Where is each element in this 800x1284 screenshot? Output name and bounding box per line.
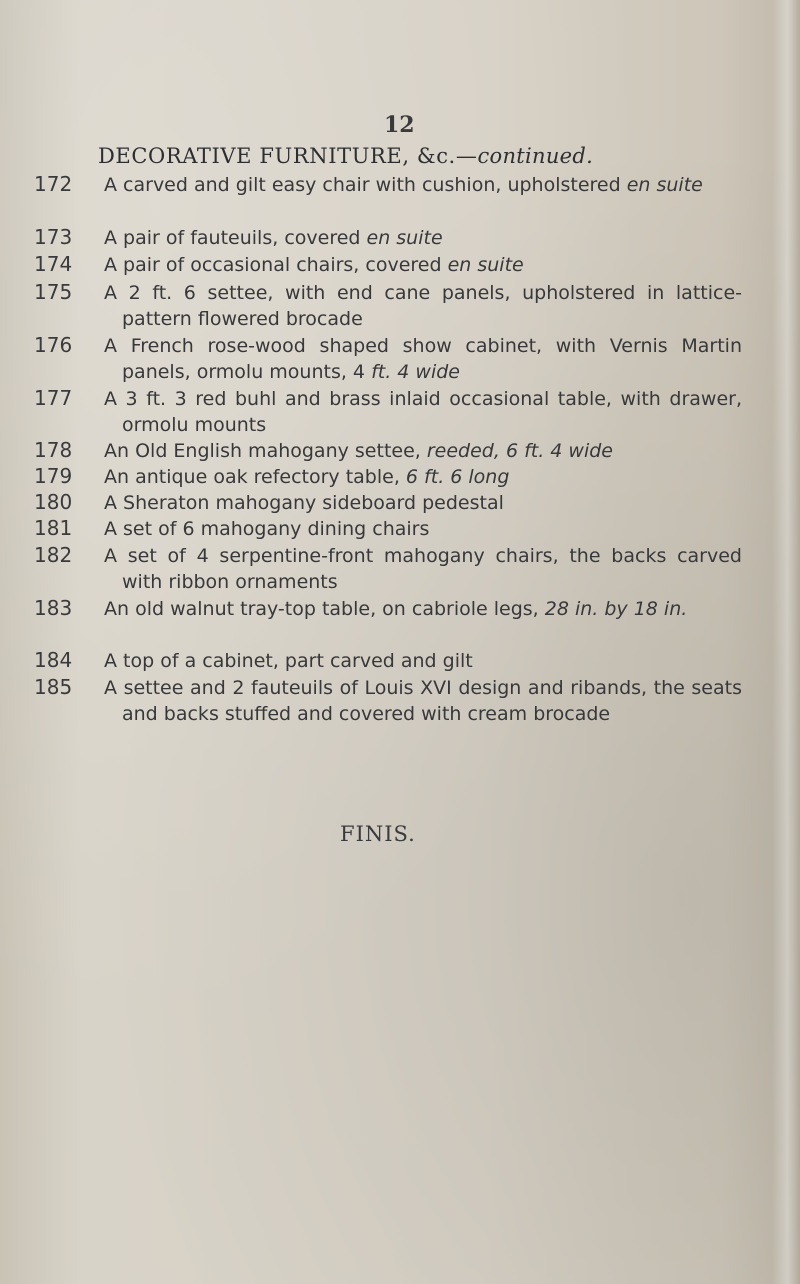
lot-description-italic: ft. 4 wide — [371, 361, 460, 383]
lot-description — [104, 386, 742, 438]
lot-description-text: An Old English mahogany settee, — [104, 440, 427, 462]
lot-description — [104, 543, 742, 595]
lot-description — [104, 333, 742, 385]
heading-title: DECORATIVE FURNITURE, &c.— — [98, 144, 478, 168]
lot-description — [104, 280, 742, 332]
lot-number: 184 — [34, 648, 73, 672]
lot-description-text: An antique oak refectory table, — [104, 466, 406, 488]
lot-number: 178 — [34, 438, 73, 462]
lot-number: 175 — [34, 280, 73, 304]
lot-description-text: A top of a cabinet, part carved and gilt — [104, 650, 473, 672]
lot-description-text: A French rose-wood shaped show cabinet, with Vernis Martin panels, ormolu mounts, 4 — [104, 335, 742, 383]
lot-number: 174 — [34, 252, 73, 276]
lot-description — [104, 438, 742, 464]
lot-number: 179 — [34, 464, 73, 488]
lot-description — [104, 675, 742, 727]
lot-description-text: A settee and 2 fauteuils of Louis XVI design and ribands, the seats and backs stuffed and covered with cream brocade — [104, 677, 742, 725]
lot-number: 183 — [34, 596, 73, 620]
lot-description-text: A 2 ft. 6 settee, with end cane panels, upholstered in lattice-pattern flowered brocade — [104, 282, 742, 330]
lot-description-text: An old walnut tray-top table, on cabriole legs, — [104, 598, 545, 620]
lot-description — [104, 596, 742, 622]
lot-description-text: A 3 ft. 3 red buhl and brass inlaid occasional table, with drawer, ormolu mounts — [104, 388, 742, 436]
lot-number: 185 — [34, 675, 73, 699]
lot-description — [104, 490, 742, 516]
lot-number: 181 — [34, 516, 73, 540]
lot-description-text: A carved and gilt easy chair with cushion, upholstered — [104, 174, 627, 196]
lot-number: 180 — [34, 490, 73, 514]
lot-description-italic: 6 ft. 6 long — [405, 466, 510, 488]
lot-description-italic: en suite — [626, 174, 703, 196]
heading-continued: continued. — [477, 144, 594, 168]
lot-number: 177 — [34, 386, 73, 410]
lot-number: 176 — [34, 333, 73, 357]
lot-description — [104, 252, 742, 278]
lot-number: 173 — [34, 225, 73, 249]
lot-description-italic: en suite — [366, 227, 443, 249]
lot-description-italic: reeded, 6 ft. 4 wide — [426, 440, 613, 462]
lot-description-text: A pair of fauteuils, covered — [104, 227, 367, 249]
finis-text: FINIS. — [340, 822, 416, 846]
lot-description-text: A set of 6 mahogany dining chairs — [104, 518, 430, 540]
lot-description — [104, 464, 742, 490]
page-number: 12 — [384, 112, 415, 138]
lot-description — [104, 516, 742, 542]
lot-description-text: A Sheraton mahogany sideboard pedestal — [104, 492, 504, 514]
lot-description-italic: 28 in. by 18 in. — [544, 598, 688, 620]
lot-description-text: A pair of occasional chairs, covered — [104, 254, 448, 276]
lot-description — [104, 225, 742, 251]
lot-description-text: A set of 4 serpentine-front mahogany chairs, the backs carved with ribbon ornaments — [104, 545, 742, 593]
lot-description — [104, 648, 742, 674]
lot-number: 182 — [34, 543, 73, 567]
lot-number: 172 — [34, 172, 73, 196]
lot-description — [104, 172, 742, 198]
lot-description-italic: en suite — [447, 254, 524, 276]
